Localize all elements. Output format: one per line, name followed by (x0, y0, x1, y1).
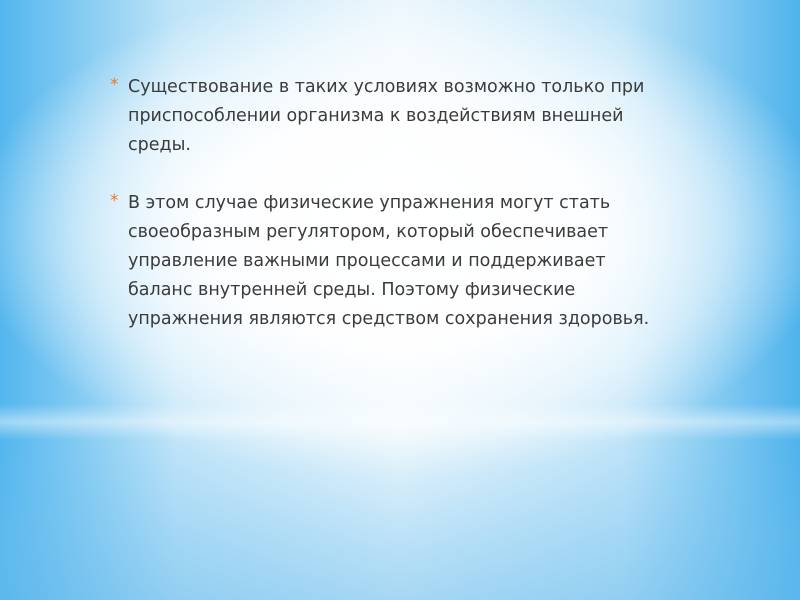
asterisk-bullet-icon: * (110, 75, 119, 95)
bullet-text-2: В этом случае физические упражнения могут стать своеобразным регулятором, который обеспечивает управление важными процессами и поддерживает баланс внутренней среды. Поэтому физические упражнения являются средством сохранения здоровья. (128, 193, 650, 329)
bullet-text-1: Существование в таких условиях возможно только при приспособлении организма к воздействиям внешней среды. (128, 77, 645, 155)
slide-content (110, 73, 670, 363)
background-blue-band (0, 440, 800, 600)
asterisk-bullet-icon: * (110, 191, 119, 212)
bullet-paragraph-1 (110, 73, 670, 159)
background-light-band (0, 404, 800, 440)
bullet-paragraph-2 (110, 189, 670, 333)
